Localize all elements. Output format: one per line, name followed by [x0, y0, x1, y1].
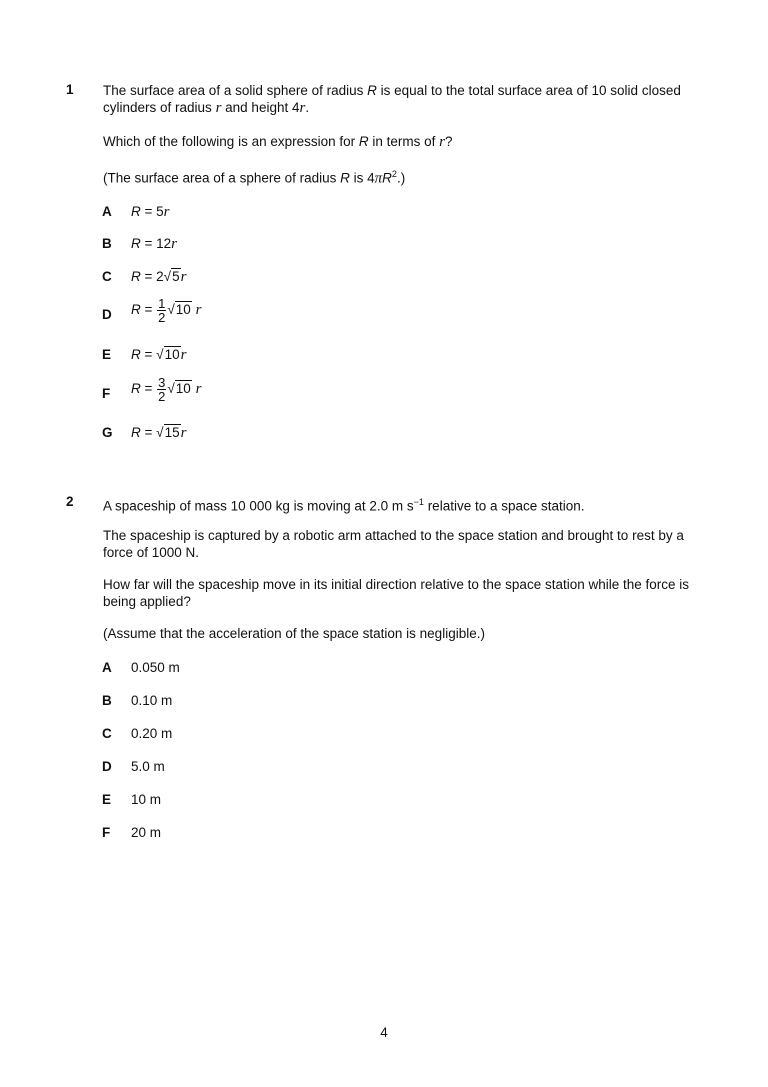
var-R: R	[382, 170, 392, 186]
prompt-text: in terms of	[368, 134, 440, 149]
option-b-text: 0.10 m	[131, 693, 173, 708]
stem-text: is equal to the total surface area of 10 solid closed cylinders of radius	[103, 83, 681, 115]
page-number: 4	[380, 1025, 388, 1040]
var-R: R	[358, 134, 369, 149]
fraction: $\frac{3}{2}$	[158, 375, 166, 404]
note-text: (The surface area of a sphere of radius	[103, 170, 341, 186]
option-c-text: R = 2√5r	[131, 269, 187, 285]
option-letter: A	[102, 660, 112, 675]
option-e-text: R = √10r	[131, 347, 187, 363]
question-2-stem	[103, 494, 713, 515]
option-letter: D	[102, 307, 112, 322]
stem-text: relative to a space station.	[423, 498, 585, 514]
option-c-text: 0.20 m	[131, 726, 173, 741]
stem-text: and height 4	[221, 100, 300, 115]
var-r: r	[439, 134, 445, 150]
option-letter: E	[102, 347, 112, 362]
fraction: $\frac{1}{2}$	[158, 296, 166, 325]
option-letter: F	[102, 386, 111, 401]
option-letter: A	[102, 204, 112, 219]
option-letter: C	[102, 269, 112, 284]
option-letter: F	[102, 825, 111, 840]
question-1-prompt	[103, 133, 713, 151]
note-text: is 4	[349, 170, 375, 186]
option-f-text: R = $\frac{3}{2}$ √10 r	[131, 375, 202, 404]
question-1-note	[103, 166, 713, 188]
question-2-paragraph: The spaceship is captured by a robotic arm attached to the space station and brought to rest by a force of 1000 N.	[103, 528, 684, 560]
option-letter: E	[102, 792, 112, 807]
option-letter: C	[102, 726, 112, 741]
note-text: .)	[396, 170, 406, 186]
stem-text: A spaceship of mass 10 000 kg is moving at 2.0 m s	[103, 498, 414, 514]
option-letter: D	[102, 759, 112, 774]
question-1-stem	[103, 82, 713, 117]
option-letter: B	[102, 693, 112, 708]
question-2-prompt: How far will the spaceship move in its initial direction relative to the space station while the force is being applied?	[103, 577, 690, 609]
exponent: 2	[391, 169, 397, 179]
question-2-note: (Assume that the acceleration of the space station is negligible.)	[103, 626, 485, 641]
option-d-text: R = $\frac{1}{2}$ √10 r	[131, 296, 202, 325]
prompt-text: ?	[445, 134, 453, 149]
option-f-text: 20 m	[131, 825, 162, 840]
question-1-number: 1	[66, 82, 74, 97]
question-2-number: 2	[66, 494, 74, 509]
option-g-text: R = √15r	[131, 425, 187, 441]
option-e-text: 10 m	[131, 792, 162, 807]
var-R: R	[367, 83, 377, 98]
stem-text: The surface area of a solid sphere of radius	[103, 83, 368, 98]
prompt-text: Which of the following is an expression for	[103, 134, 359, 149]
exponent: −1	[413, 497, 424, 507]
var-pi: π	[374, 170, 383, 187]
var-r: r	[299, 100, 306, 116]
option-d-text: 5.0 m	[131, 759, 165, 774]
option-letter: B	[102, 236, 112, 251]
option-a-text: 0.050 m	[131, 660, 180, 675]
stem-text: .	[305, 100, 310, 115]
var-R: R	[340, 170, 350, 186]
option-a-text: R = 5r	[131, 204, 170, 220]
var-r: r	[215, 100, 222, 116]
option-letter: G	[102, 425, 113, 440]
option-b-text: R = 12r	[131, 236, 177, 252]
